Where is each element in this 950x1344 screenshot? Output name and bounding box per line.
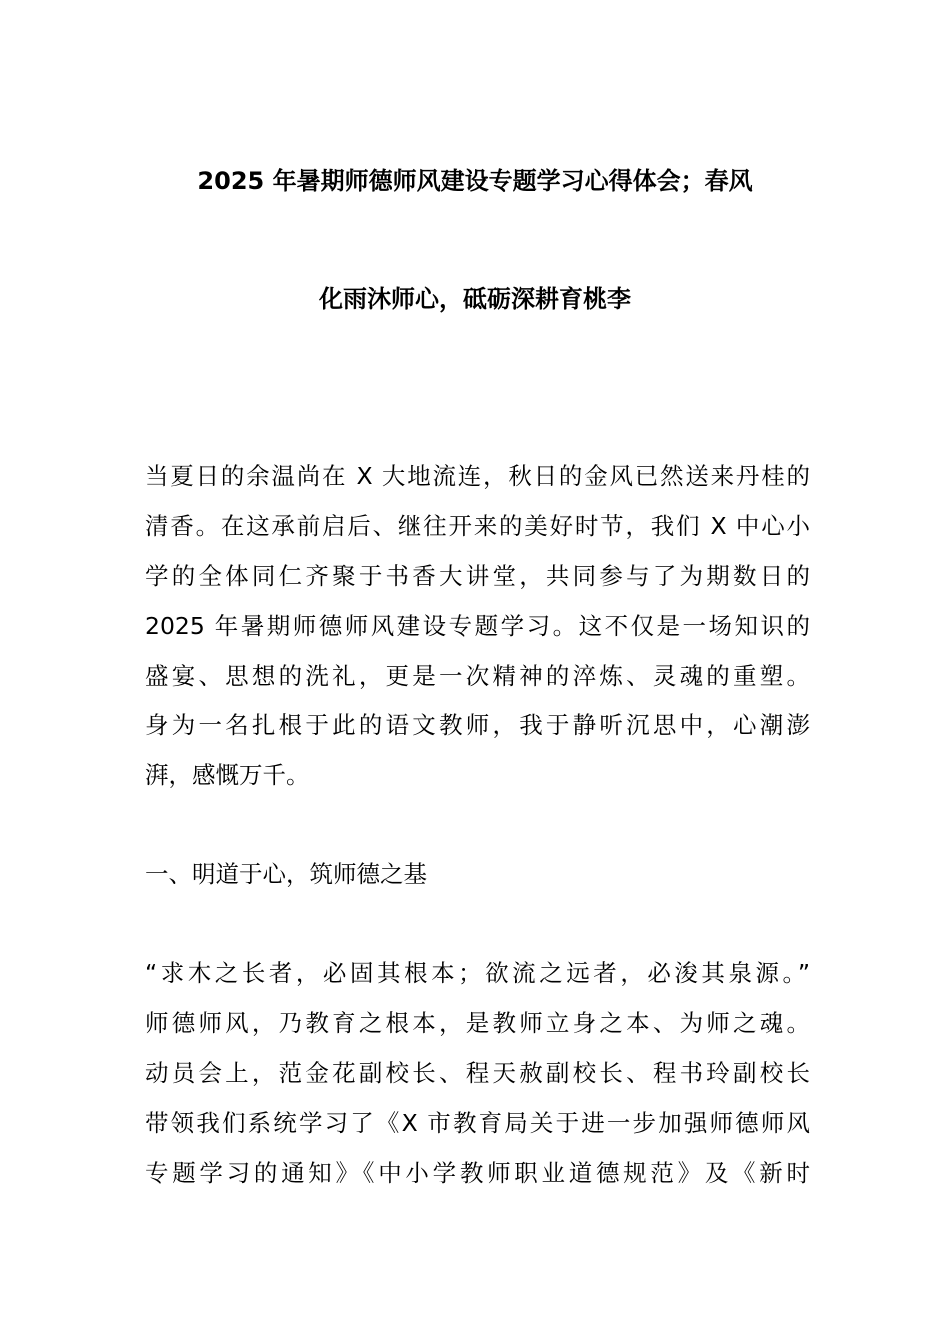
section-1-heading: 一、明道于心，筑师德之基 bbox=[145, 860, 427, 888]
paragraph-1-line-3: 学的全体同仁齐聚于书香大讲堂，共同参与了为期数日的 bbox=[145, 562, 810, 590]
paragraph-2-line-5: 专题学习的通知》《中小学教师职业道德规范》及《新时 bbox=[145, 1159, 810, 1187]
paragraph-2-line-3: 动员会上，范金花副校长、程天赦副校长、程书玲副校长 bbox=[145, 1059, 810, 1087]
paragraph-2-line-2: 师德师风，乃教育之根本，是教师立身之本、为师之魂。 bbox=[145, 1009, 810, 1037]
paragraph-1-line-4: 2025 年暑期师德师风建设专题学习。这不仅是一场知识的 bbox=[145, 612, 810, 640]
document-title-line-1: 2025 年暑期师德师风建设专题学习心得体会；春风 bbox=[197, 167, 753, 195]
paragraph-1-line-6: 身为一名扎根于此的语文教师，我于静听沉思中，心潮澎 bbox=[145, 711, 810, 739]
paragraph-2-line-4: 带领我们系统学习了《X 市教育局关于进一步加强师德师风 bbox=[145, 1109, 810, 1137]
paragraph-2-line-1: “求木之长者，必固其根本；欲流之远者，必浚其泉源。” bbox=[145, 959, 810, 987]
document-title-line-2: 化雨沐师心，砥砺深耕育桃李 bbox=[319, 285, 631, 313]
paragraph-1-line-7: 湃，感慨万千。 bbox=[145, 761, 310, 789]
paragraph-1-line-5: 盛宴、思想的洗礼，更是一次精神的淬炼、灵魂的重塑。 bbox=[145, 662, 810, 690]
paragraph-1-line-2: 清香。在这承前启后、继往开来的美好时节，我们 X 中心小 bbox=[145, 512, 810, 540]
paragraph-1-line-1: 当夏日的余温尚在 X 大地流连，秋日的金风已然送来丹桂的 bbox=[145, 462, 810, 490]
